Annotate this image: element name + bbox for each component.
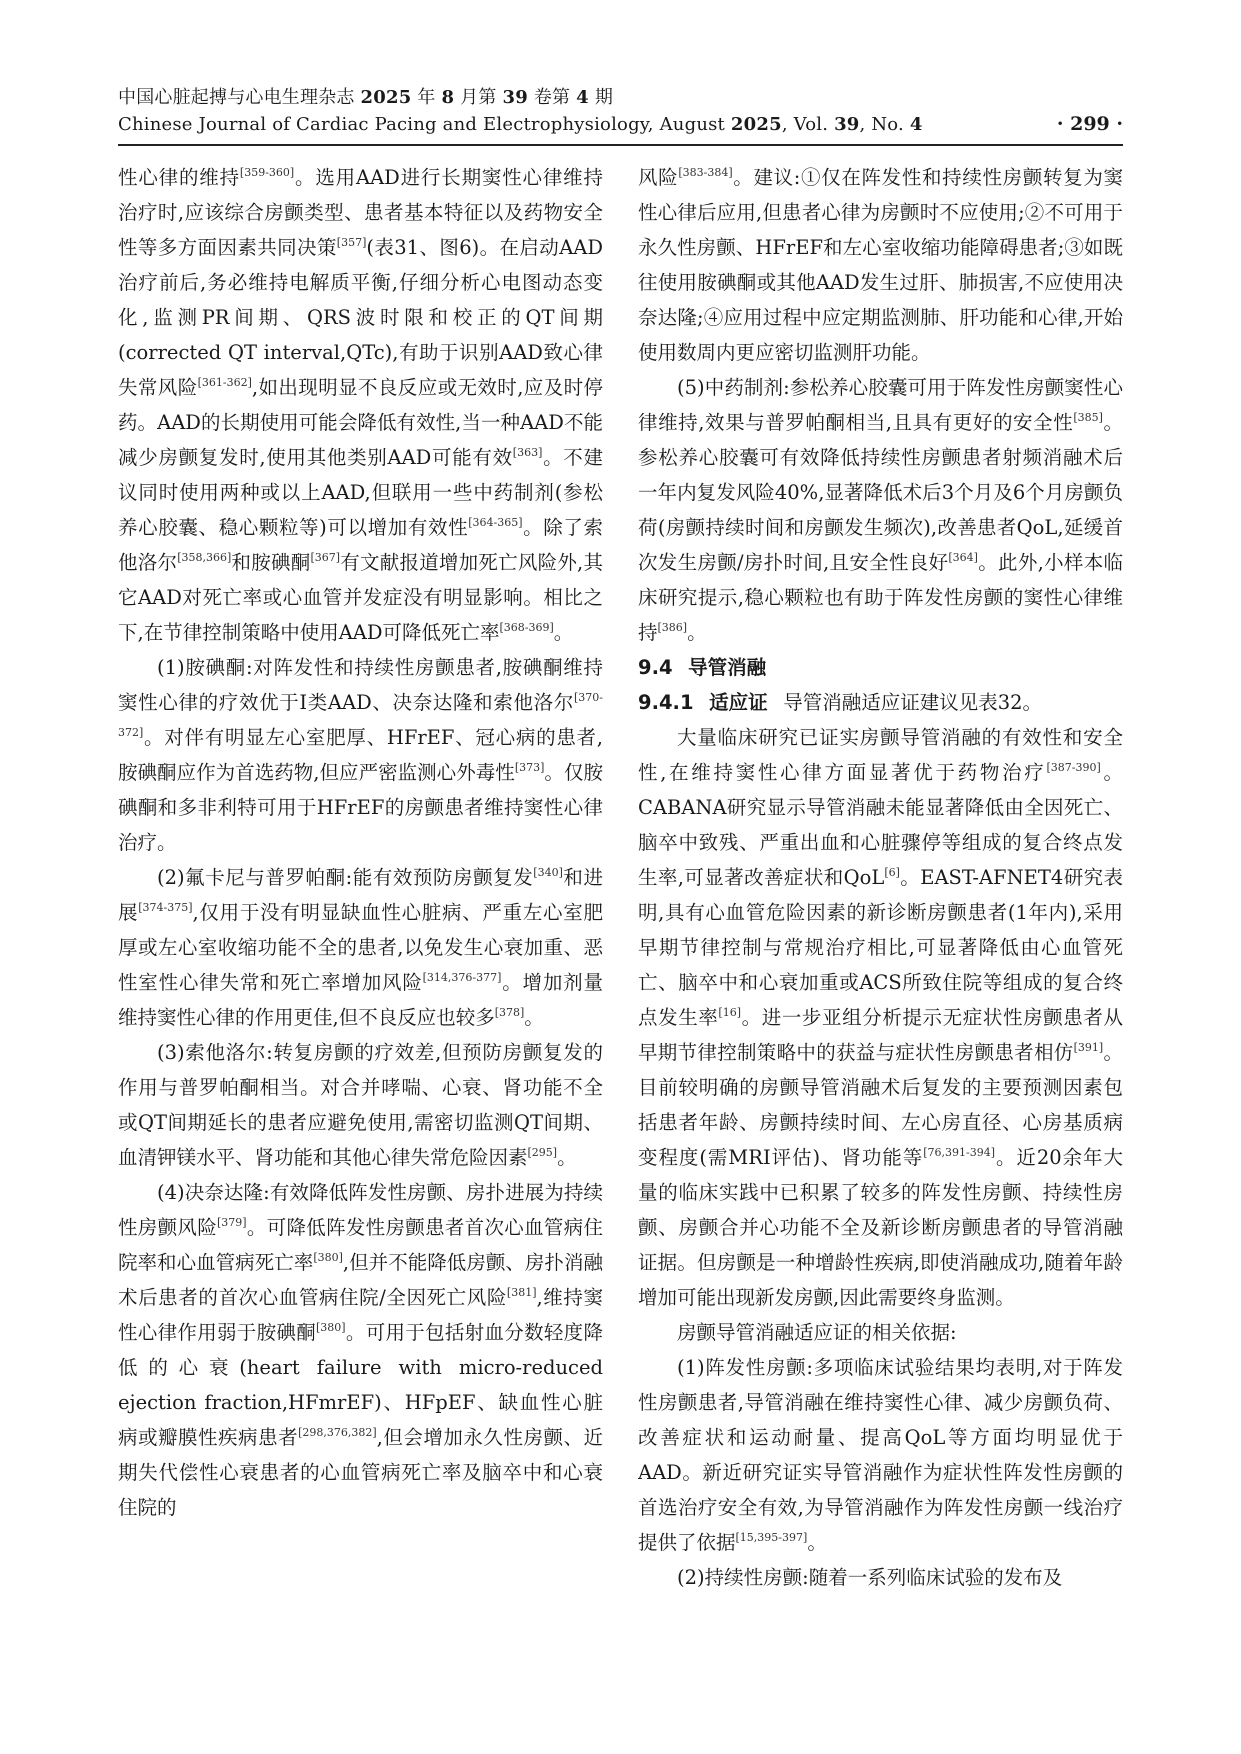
paragraph: 风险[383-384]。建议:①仅在阵发性和持续性房颤转复为窦性心律后应用,但患者心律为房颤时不应使用;②不可用于永久性房颤、HFrEF和左心室收缩功能障碍患者;③如既往使用胺碘酮或其他AAD发生过肝、肺损害,不应使用决奈达隆;④应用过程中应定期监测肺、肝功能和心律,开始使用数周内更应密切监测肝功能。 <box>638 166 1123 364</box>
subsection-heading: 9.4.1 适应证 导管消融适应证建议见表32。 <box>638 691 1043 714</box>
right-column <box>638 160 1123 1720</box>
paragraph-sotalol: (3)索他洛尔:转复房颤的疗效差,但预防房颤复发的作用与普罗帕酮相当。对合并哮喘、心衰、肾功能不全或QT间期延长的患者应避免使用,需密切监测QT间期、血清钾镁水平、肾功能和其他心律失常危险因素[295]。 <box>118 1041 603 1169</box>
paragraph-flecainide: (2)氟卡尼与普罗帕酮:能有效预防房颤复发[340]和进展[374-375],仅用于没有明显缺血性心脏病、严重左心室肥厚或左心室收缩功能不全的患者,以免发生心衰加重、恶性室性心律失常和死亡率增加风险[314,376-377]。增加剂量维持窦性心律的作用更佳,但不良反应也较多[378]。 <box>118 866 603 1029</box>
header-rule <box>118 144 1123 146</box>
paragraph-amiodarone: (1)胺碘酮:对阵发性和持续性房颤患者,胺碘酮维持窦性心律的疗效优于Ⅰ类AAD、决奈达隆和索他洛尔[370-372]。对伴有明显左心室肥厚、HFrEF、冠心病的患者,胺碘酮应作为首选药物,但应严密监测心外毒性[373]。仅胺碘酮和多非利特可用于HFrEF的房颤患者维持窦性心律治疗。 <box>118 656 603 854</box>
paragraph-tcm: (5)中药制剂:参松养心胶囊可用于阵发性房颤窦性心律维持,效果与普罗帕酮相当,且具有更好的安全性[385]。参松养心胶囊可有效降低持续性房颤患者射频消融术后一年内复发风险40%,显著降低术后3个月及6个月房颤负荷(房颤持续时间和房颤发生频次),改善患者QoL,延缓首次发生房颤/房扑时间,且安全性良好[364]。此外,小样本临床研究提示,稳心颗粒也有助于阵发性房颤的窦性心律维持[386]。 <box>638 376 1123 644</box>
header-en: Chinese Journal of Cardiac Pacing and Electrophysiology, August 2025, Vol. 39, No. 4 <box>118 114 923 135</box>
paragraph-dronedarone: (4)决奈达隆:有效降低阵发性房颤、房扑进展为持续性房颤风险[379]。可降低阵发性房颤患者首次心血管病住院率和心血管病死亡率[380],但并不能降低房颤、房扑消融术后患者的首次心血管病住院/全因死亡风险[381],维持窦性心律作用弱于胺碘酮[380]。可用于包括射血分数轻度降低的心衰(heart failure with micro-reduced ejection fraction,HFmrEF)、HFpEF、缺血性心脏病或瓣膜性疾病患者[298,376,382],但会增加永久性房颤、近期失代偿性心衰患者的心血管病死亡率及脑卒中和心衰住院的 <box>118 1181 603 1519</box>
header-cn: 中国心脏起搏与心电生理杂志 2025 年 8 月第 39 卷第 4 期 <box>118 87 614 108</box>
journal-header <box>118 84 1123 144</box>
section-heading: 9.4 导管消融 <box>638 656 767 679</box>
page-number: · 299 · <box>1056 113 1123 135</box>
paragraph-ablation: 大量临床研究已证实房颤导管消融的有效性和安全性,在维持窦性心律方面显著优于药物治疗[387-390]。CABANA研究显示导管消融未能显著降低由全因死亡、脑卒中致残、严重出血和心脏骤停等组成的复合终点发生率,可显著改善症状和QoL[6]。EAST-AFNET4研究表明,具有心血管危险因素的新诊断房颤患者(1年内),采用早期节律控制与常规治疗相比,可显著降低由心血管死亡、脑卒中和心衰加重或ACS所致住院等组成的复合终点发生率[16]。进一步亚组分析提示无症状性房颤患者从早期节律控制策略中的获益与症状性房颤患者相仿[391]。目前较明确的房颤导管消融术后复发的主要预测因素包括患者年龄、房颤持续时间、左心房直径、心房基质病变程度(需MRI评估)、肾功能等[76,391-394]。近20余年大量的临床实践中已积累了较多的阵发性房颤、持续性房颤、房颤合并心功能不全及新诊断房颤患者的导管消融证据。但房颤是一种增龄性疾病,即使消融成功,随着年龄增加可能出现新发房颤,因此需要终身监测。 <box>638 726 1123 1309</box>
paragraph: 房颤导管消融适应证的相关依据: <box>677 1321 957 1344</box>
paragraph-persistent: (2)持续性房颤:随着一系列临床试验的发布及 <box>677 1566 1063 1589</box>
paragraph: 性心律的维持[359-360]。选用AAD进行长期窦性心律维持治疗时,应该综合房颤类型、患者基本特征以及药物安全性等多方面因素共同决策[357](表31、图6)。在启动AAD治疗前后,务必维持电解质平衡,仔细分析心电图动态变化,监测PR间期、QRS波时限和校正的QT间期(corrected QT interval,QTc),有助于识别AAD致心律失常风险[361-362],如出现明显不良反应或无效时,应及时停药。AAD的长期使用可能会降低有效性,当一种AAD不能减少房颤复发时,使用其他类别AAD可能有效[363]。不建议同时使用两种或以上AAD,但联用一些中药制剂(参松养心胶囊、稳心颗粒等)可以增加有效性[364-365]。除了索他洛尔[358,366]和胺碘酮[367]有文献报道增加死亡风险外,其它AAD对死亡率或心血管并发症没有明显影响。相比之下,在节律控制策略中使用AAD可降低死亡率[368-369]。 <box>118 166 603 644</box>
left-column <box>118 160 603 1720</box>
paragraph-paroxysmal: (1)阵发性房颤:多项临床试验结果均表明,对于阵发性房颤患者,导管消融在维持窦性心律、减少房颤负荷、改善症状和运动耐量、提高QoL等方面均明显优于AAD。新近研究证实导管消融作为症状性阵发性房颤的首选治疗安全有效,为导管消融作为阵发性房颤一线治疗提供了依据[15,395-397]。 <box>638 1356 1123 1554</box>
